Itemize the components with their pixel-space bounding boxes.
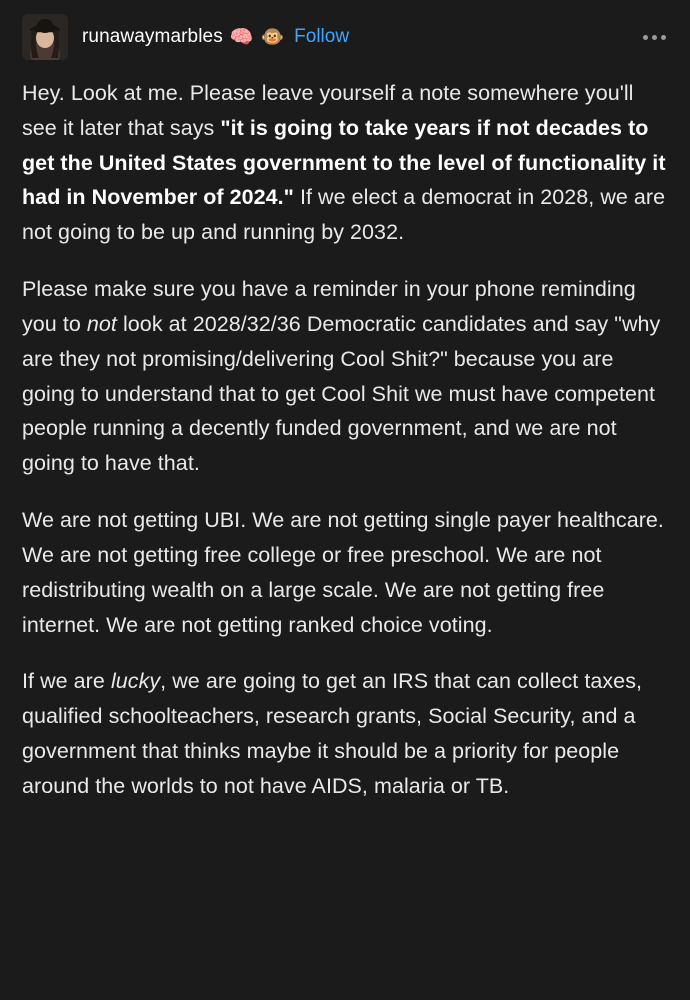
post-paragraph bbox=[22, 76, 668, 250]
text-run: Hey. Look at me. Please leave yourself a note somewhere you'll see it later that says bbox=[22, 81, 634, 140]
follow-button[interactable]: Follow bbox=[294, 26, 350, 47]
text-run: If we are bbox=[22, 669, 111, 694]
post-paragraph bbox=[22, 664, 668, 803]
post-body bbox=[22, 76, 668, 804]
more-horizontal-icon[interactable] bbox=[641, 29, 668, 46]
text-run: Please make sure you have a reminder in your phone reminding you to bbox=[22, 277, 636, 336]
badge-icon-2: 🐵 bbox=[260, 26, 285, 48]
post-header bbox=[22, 14, 668, 60]
text-run: If we elect a democrat in 2028, we are not going to be up and running by 2032. bbox=[22, 185, 666, 245]
avatar[interactable] bbox=[22, 14, 68, 60]
more-dot-2 bbox=[652, 35, 657, 40]
text-run: lucky bbox=[110, 669, 161, 694]
badge-icon-1: 🧠 bbox=[229, 26, 254, 48]
text-run: "it is going to take years if not decades to get the United States government to the level of functionality it had in November of 2024." bbox=[22, 115, 666, 210]
post-paragraph bbox=[22, 503, 668, 642]
more-dot-3 bbox=[661, 35, 666, 40]
post-paragraph bbox=[22, 272, 668, 481]
text-run: , we are going to get an IRS that can collect taxes, qualified schoolteachers, research grants, Social Security, and a government that thinks maybe it should be a priority for people around the worlds to not have AIDS, malaria or TB. bbox=[22, 669, 643, 798]
text-run: look at 2028/32/36 Democratic candidates and say "why are they not promising/delivering Cool Shit?" because you are going to understand that to get Cool Shit we must have competent people running a decently funded government, and we are not going to have that. bbox=[22, 311, 661, 476]
text-run: not bbox=[86, 311, 117, 336]
text-run: We are not getting UBI. We are not getting single payer healthcare. We are not getting free college or free preschool. We are not redistributing wealth on a large scale. We are not getting free internet. We are not getting ranked choice voting. bbox=[22, 508, 664, 637]
author-username[interactable]: runawaymarbles bbox=[82, 26, 223, 47]
more-dot-1 bbox=[643, 35, 648, 40]
